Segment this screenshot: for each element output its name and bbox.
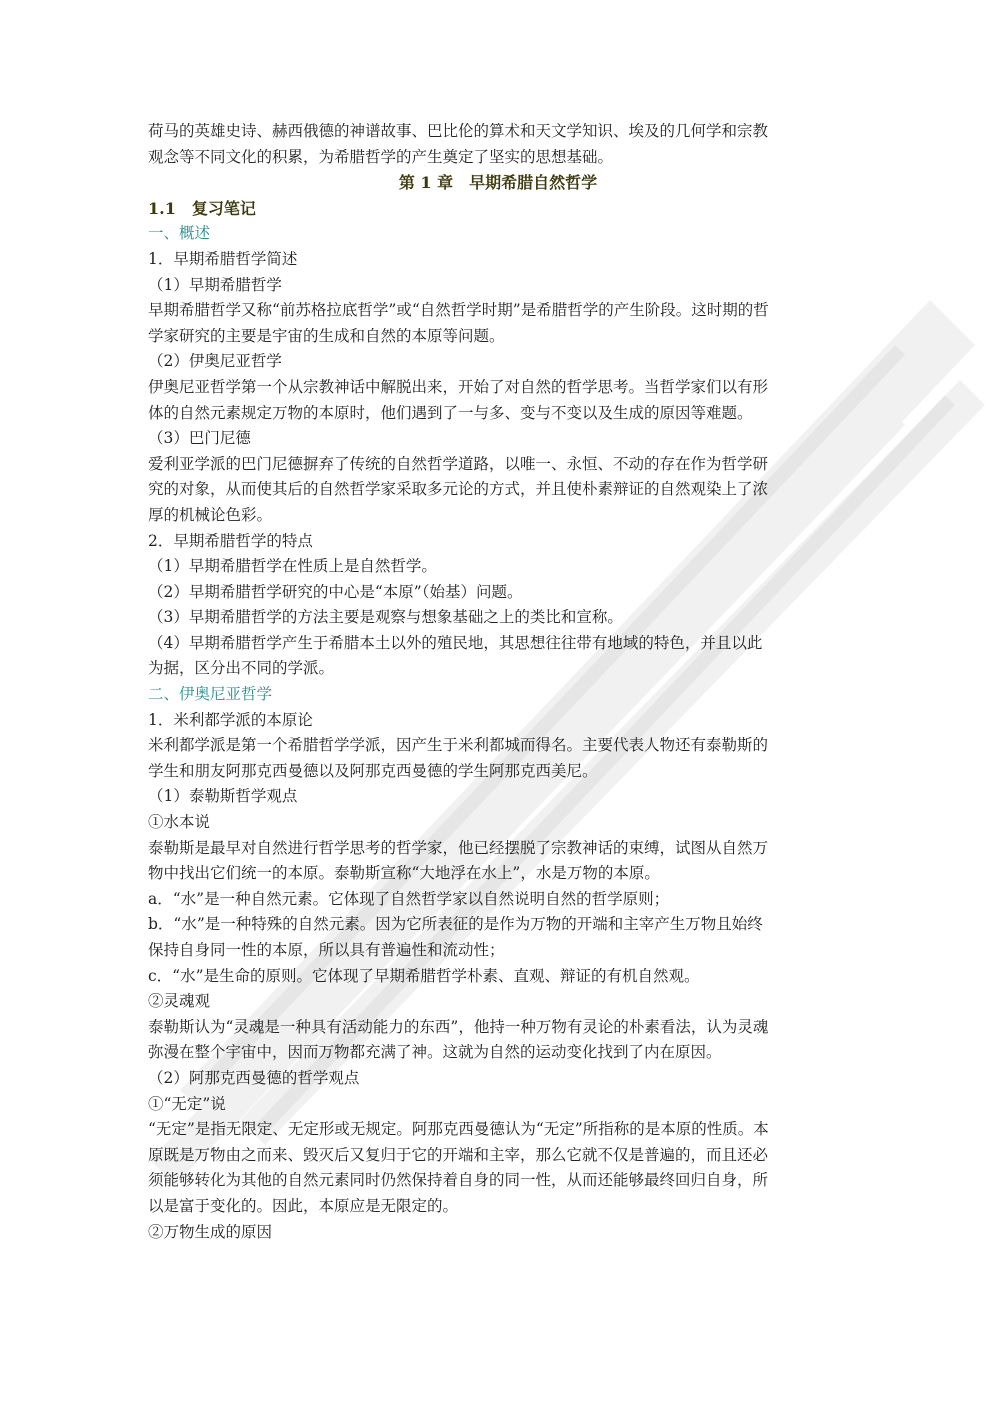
text-line: 爱利亚学派的巴门尼德摒弃了传统的自然哲学道路，以唯一、永恒、不动的存在作为哲学研	[148, 454, 769, 473]
section-title: 1.1 复习笔记	[148, 198, 256, 218]
text-line: 早期希腊哲学又称“前苏格拉底哲学”或“自然哲学时期”是希腊哲学的产生阶段。这时期的哲	[148, 301, 769, 320]
heading-line: 一、概述	[148, 224, 211, 243]
text-line: b．“水”是一种特殊的自然元素。因为它所表征的是作为万物的开端和主宰产生万物且始终	[148, 915, 763, 934]
text-line: a．“水”是一种自然元素。它体现了自然哲学家以自然说明自然的哲学原则；	[148, 889, 670, 908]
text-line: 学生和朋友阿那克西曼德以及阿那克西曼德的学生阿那克西美尼。	[148, 761, 598, 780]
text-line: （2）伊奥尼亚哲学	[148, 352, 282, 371]
text-line: （1）早期希腊哲学在性质上是自然哲学。	[148, 557, 437, 576]
text-line: “无定”是指无限定、无定形或无规定。阿那克西曼德认为“无定”所指称的是本原的性质。本	[148, 1120, 769, 1139]
text-line: 原既是万物由之而来、毁灭后又复归于它的开端和主宰，那么它就不仅是普遍的，而且还必	[148, 1145, 769, 1164]
text-line: 物中找出它们统一的本原。泰勒斯宣称“大地浮在水上”，水是万物的本原。	[148, 864, 660, 883]
text-line: （4）早期希腊哲学产生于希腊本土以外的殖民地，其思想往往带有地域的特色，并且以此	[148, 633, 763, 652]
body-text	[148, 221, 848, 1245]
text-line: （2）阿那克西曼德的哲学观点	[148, 1068, 360, 1087]
text-line: （3）早期希腊哲学的方法主要是观察与想象基础之上的类比和宣称。	[148, 608, 623, 627]
text-line: 1．米利都学派的本原论	[148, 710, 313, 729]
heading-line: 二、伊奥尼亚哲学	[148, 685, 273, 704]
text-line: 米利都学派是第一个希腊哲学学派，因产生于米利都城而得名。主要代表人物还有泰勒斯的	[148, 736, 769, 755]
text-line: 伊奥尼亚哲学第一个从宗教神话中解脱出来，开始了对自然的哲学思考。当哲学家们以有形	[148, 377, 769, 396]
text-line: （2）早期希腊哲学研究的中心是“本原”（始基）问题。	[148, 582, 523, 601]
text-line: ①水本说	[148, 813, 211, 832]
text-line: （1）早期希腊哲学	[148, 275, 282, 294]
document-page	[148, 119, 848, 1245]
text-line: 2．早期希腊哲学的特点	[148, 531, 313, 550]
text-line: 体的自然元素规定万物的本原时，他们遇到了一与多、变与不变以及生成的原因等难题。	[148, 403, 753, 422]
text-line: 1．早期希腊哲学简述	[148, 249, 298, 268]
text-line: 弥漫在整个宇宙中，因而万物都充满了神。这就为自然的运动变化找到了内在原因。	[148, 1043, 722, 1062]
intro-line: 荷马的英雄史诗、赫西俄德的神谱故事、巴比伦的算术和天文学知识、埃及的几何学和宗教	[148, 122, 769, 140]
text-line: ①“无定”说	[148, 1094, 226, 1113]
text-line: 保持自身同一性的本原，所以具有普遍性和流动性；	[148, 941, 505, 959]
text-line: 泰勒斯是最早对自然进行哲学思考的哲学家，他已经摆脱了宗教神话的束缚，试图从自然万	[148, 838, 769, 857]
text-line: 以是富于变化的。因此，本原应是无限定的。	[148, 1196, 459, 1215]
text-line: 为据，区分出不同的学派。	[148, 659, 335, 678]
text-line: 须能够转化为其他的自然元素同时仍然保持着自身的同一性，从而还能够最终回归自身，所	[148, 1171, 769, 1190]
text-line: ②万物生成的原因	[148, 1222, 273, 1241]
text-line: （1）泰勒斯哲学观点	[148, 787, 298, 806]
text-line: （3）巴门尼德	[148, 429, 251, 448]
text-line: c．“水”是生命的原则。它体现了早期希腊哲学朴素、直观、辩证的有机自然观。	[148, 966, 700, 985]
text-line: 厚的机械论色彩。	[148, 505, 273, 524]
text-line: ②灵魂观	[148, 992, 211, 1011]
chapter-title: 第 1 章 早期希腊自然哲学	[398, 173, 598, 193]
intro-line: 观念等不同文化的积累，为希腊哲学的产生奠定了坚实的思想基础。	[148, 147, 614, 166]
text-line: 学家研究的主要是宇宙的生成和自然的本原等问题。	[148, 326, 505, 345]
text-line: 泰勒斯认为“灵魂是一种具有活动能力的东西”，他持一种万物有灵论的朴素看法，认为灵魂	[148, 1017, 769, 1036]
text-line: 究的对象，从而使其后的自然哲学家采取多元论的方式，并且使朴素辩证的自然观染上了浓	[148, 480, 769, 499]
